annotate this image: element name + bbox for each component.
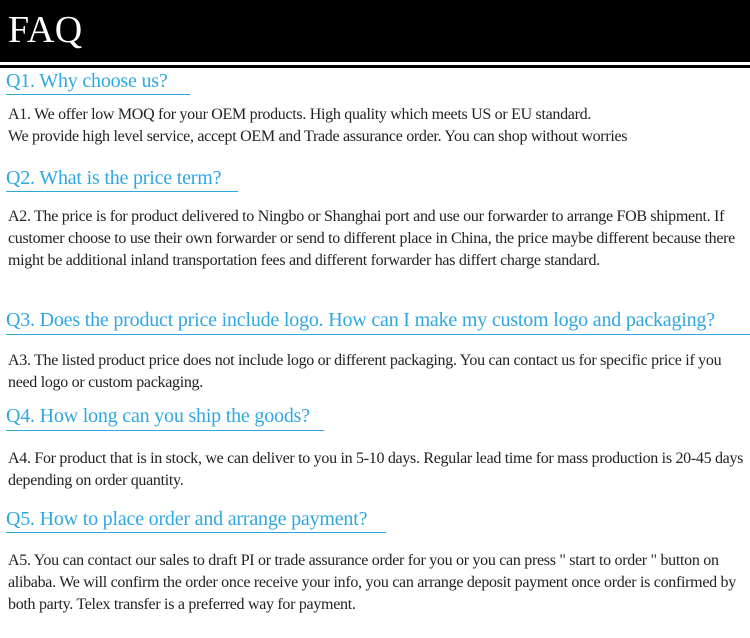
page-title: FAQ — [8, 9, 83, 51]
faq-answer-3 — [8, 350, 744, 394]
faq-answer-5 — [8, 550, 744, 616]
faq-header — [0, 0, 750, 65]
faq-question-4: Q4. How long can you ship the goods? — [6, 405, 310, 427]
answer-line: A1. We offer low MOQ for your OEM products. High quality which meets US or EU standard. — [8, 106, 592, 123]
answer-line: We provide high level service, accept OEM and Trade assurance order. You can shop without worries — [8, 128, 628, 145]
faq-answer-2 — [8, 206, 744, 272]
answer-line: A5. You can contact our sales to draft PI or trade assurance order for you or you can press " start to order " button on alibaba. We will confirm the order once receive your info, you can arrange deposit payment once order is confirmed by both party. Telex transfer is a preferred way for payment. — [8, 552, 736, 613]
faq-question-5: Q5. How to place order and arrange payment? — [6, 508, 368, 530]
faq-answer-4 — [8, 448, 744, 492]
question-underline — [6, 191, 238, 192]
answer-line: A4. For product that is in stock, we can deliver to you in 5-10 days. Regular lead time for mass production is 20-45 days depending on order quantity. — [8, 450, 744, 489]
faq-question-3: Q3. Does the product price include logo. How can I make my custom logo and packaging? — [6, 309, 715, 331]
question-underline — [6, 532, 386, 533]
answer-line: A2. The price is for product delivered to Ningbo or Shanghai port and use our forwarder to arrange FOB shipment. If customer choose to use their own forwarder or send to different place in China, the price maybe different because there might be additional inland transportation fees and different forwarder has differt charge standard. — [8, 208, 735, 269]
faq-answer-1 — [8, 104, 744, 148]
faq-question-1: Q1. Why choose us? — [6, 70, 168, 92]
question-underline — [6, 334, 750, 335]
question-underline — [6, 430, 324, 431]
question-underline — [6, 94, 190, 95]
faq-question-2: Q2. What is the price term? — [6, 167, 222, 189]
answer-line: A3. The listed product price does not include logo or different packaging. You can contact us for specific price if you need logo or custom packaging. — [8, 352, 722, 391]
